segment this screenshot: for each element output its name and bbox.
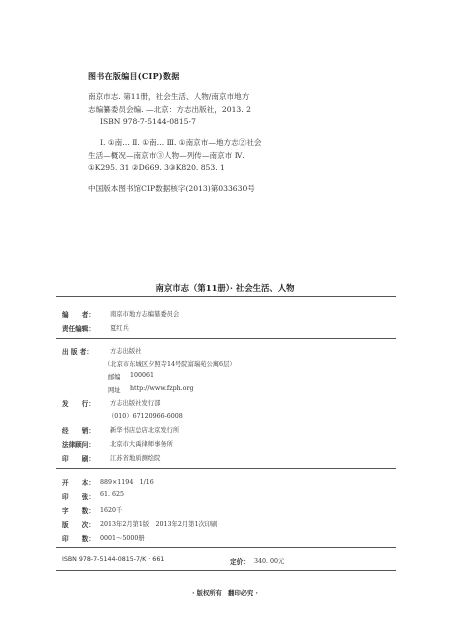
legal-counsel-value: 北京市大禹律师事务所 bbox=[110, 441, 173, 448]
copyright-notice: · 版权所有 翻印必究 · bbox=[192, 590, 258, 597]
book-title: 南京市志（第11册）· 社会生活、人物 bbox=[155, 283, 295, 293]
isbn-value: ISBN 978-7-5144-0815-7/K · 661 bbox=[62, 556, 165, 563]
print-run-label: 印 数： bbox=[62, 535, 95, 543]
dealer-label: 经 销： bbox=[62, 427, 95, 435]
distribution-phone: （010）67120966-6008 bbox=[108, 413, 183, 420]
publisher-name: 方志出版社 bbox=[110, 348, 142, 355]
cip-line: Ⅰ. ①南… Ⅱ. ①南… Ⅲ. ①南京市—地方志②社会 bbox=[100, 138, 262, 147]
cip-line: 志编纂委员会编. —北京：方志出版社，2013. 2 bbox=[88, 105, 251, 114]
postcode-label: 邮编 bbox=[108, 374, 121, 381]
edition-value: 2013年2月第1版 2013年2月第1次印刷 bbox=[100, 521, 218, 528]
printer-value: 江苏省地质测绘院 bbox=[110, 455, 161, 462]
format-label: 开 本： bbox=[62, 479, 95, 487]
word-count-label: 字 数： bbox=[62, 507, 95, 515]
word-count-value: 1620千 bbox=[100, 507, 123, 514]
postcode-value: 100061 bbox=[130, 372, 155, 379]
print-run-value: 0001～5000册 bbox=[100, 535, 145, 542]
website-value: http://www.fzph.org bbox=[130, 385, 194, 392]
responsible-editor-value: 夏红兵 bbox=[110, 325, 129, 332]
distribution-label: 发 行： bbox=[62, 400, 95, 408]
website-label: 网址 bbox=[108, 387, 121, 394]
editor-label: 编 者： bbox=[62, 311, 95, 319]
dealer-value: 新华书店总店北京发行所 bbox=[110, 427, 180, 434]
cip-heading: 图书在版编目(CIP)数据 bbox=[88, 71, 180, 81]
price-label: 定价： bbox=[230, 558, 250, 566]
editor-value: 南京市地方志编纂委员会 bbox=[110, 311, 180, 318]
title-divider bbox=[56, 296, 396, 297]
cip-record-number: 中国版本图书馆CIP数据核字(2013)第033630号 bbox=[88, 184, 255, 193]
publisher-address: （北京市东城区夕照寺14号院富瑞苑公寓6层） bbox=[104, 361, 236, 368]
distribution-value: 方志出版社发行部 bbox=[110, 400, 161, 407]
publisher-label: 出 版 者： bbox=[62, 348, 93, 356]
cip-line: 生活—概况—南京市③人物—列传—南京市 Ⅳ. bbox=[88, 151, 245, 160]
cip-isbn: ISBN 978-7-5144-0815-7 bbox=[100, 117, 196, 126]
price-value: 340. 00元 bbox=[254, 558, 285, 565]
cip-classification: ①K295. 31 ②D669. 3③K820. 853. 1 bbox=[88, 163, 225, 172]
section-divider bbox=[56, 468, 396, 469]
responsible-editor-label: 责任编辑： bbox=[62, 325, 95, 333]
section-divider bbox=[56, 338, 396, 339]
edition-label: 版 次： bbox=[62, 521, 95, 529]
sheets-label: 印 张： bbox=[62, 493, 95, 501]
section-divider bbox=[56, 547, 396, 548]
section-divider bbox=[56, 570, 396, 571]
sheets-value: 61. 625 bbox=[100, 491, 125, 498]
legal-counsel-label: 法律顾问： bbox=[62, 441, 95, 449]
printer-label: 印 刷： bbox=[62, 455, 95, 463]
cip-line: 南京市志. 第11册，社会生活、人物/南京市地方 bbox=[88, 92, 250, 101]
format-value: 889×1194 1/16 bbox=[100, 479, 154, 486]
